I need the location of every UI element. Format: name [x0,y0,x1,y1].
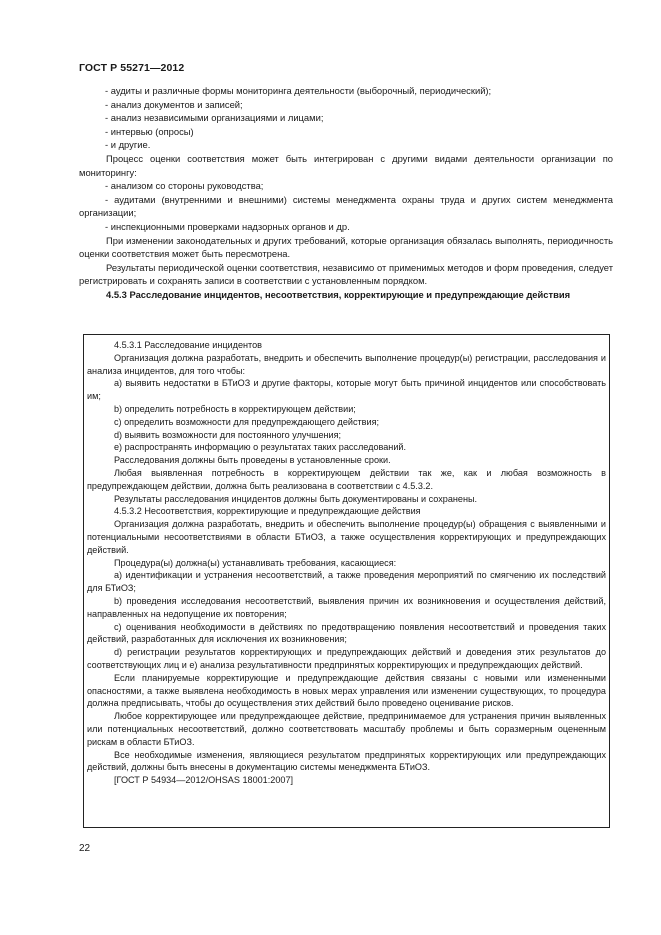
list-item: - интервью (опросы) [105,125,194,137]
box-paragraph: Организация должна разработать, внедрить и обеспечить выполнение процедур(ы) регистрации, расследования и анализа инцидентов, для того чтобы: [87,352,606,376]
paragraph-changes: При изменении законодательных и других требований, которые организация обязалась выполнять, периодичность оценки соответствия может быть пересмотрена. [79,234,613,260]
list-item: - аудитами (внутренними и внешними) системы менеджмента охраны труда и других систем менеджмента организации; [79,193,613,219]
list-item: a) идентификации и устранения несоответствий, а также проведения мероприятий по смягчению их последствий для БТиОЗ; [87,570,606,594]
list-item: - анализ документов и записей; [105,98,243,110]
source-reference: [ГОСТ Р 54934—2012/OHSAS 18001:2007] [114,775,294,786]
box-paragraph: Если планируемые корректирующие и предупреждающие действия связаны с новыми или измененными опасностями, а также выявлена необходимость в новых мерах управления или изменении существующих, то процедура должна предписывать, чтобы до осуществления этих действий было проведено оценивание рисков. [87,672,606,709]
subsection-heading: 4.5.3.1 Расследование инцидентов [114,340,262,350]
list-item: - инспекционными проверками надзорных органов и др. [105,220,350,232]
list-item: e) распространять информацию о результатах таких расследований. [114,442,407,453]
list-item: a) выявить недостатки в БТиОЗ и другие факторы, которые могут быть причиной инцидентов или способствовать им; [87,378,606,402]
box-paragraph: Процедура(ы) должна(ы) устанавливать требования, касающиеся: [114,557,397,568]
list-item: - анализом со стороны руководства; [105,180,264,192]
list-item: - анализ независимыми организациями и лицами; [105,112,324,124]
box-paragraph: Все необходимые изменения, являющиеся результатом предпринятых корректирующих или предупреждающих действий, должны быть внесены в документацию системы менеджмента БТиОЗ. [87,749,606,773]
body-text [79,84,613,302]
document-header: ГОСТ Р 55271—2012 [79,62,185,74]
quoted-standard-text [87,339,606,787]
paragraph-integration: Процесс оценки соответствия может быть интегрирован с другими видами деятельности организации по мониторингу: [79,152,613,178]
list-item: b) определить потребность в корректирующем действии; [114,403,356,414]
subsection-heading: 4.5.3.2 Несоответствия, корректирующие и предупреждающие действия [114,506,421,517]
box-paragraph: Расследования должны быть проведены в установленные сроки. [114,455,391,466]
list-item: - аудиты и различные формы мониторинга деятельности (выборочный, периодический); [105,85,492,96]
box-paragraph: Любое корректирующее или предупреждающее действие, предпринимаемое для устранения причин выявленных или потенциальных несоответствий, должно соответствовать масштабу проблемы и быть соразмерным оцененным рискам в области БТиОЗ. [87,711,606,747]
list-item: d) регистрации результатов корректирующих и предупреждающих действий и доведения этих результатов до соответствующих лиц и e) анализа результативности предпринятых корректирующих и предупреждающих действий. [87,647,606,670]
box-paragraph: Организация должна разработать, внедрить и обеспечить выполнение процедур(ы) обращения с выявленными и потенциальными несоответствиями в области БТиОЗ, а также осуществления корректирующих и предупреждающих действий. [87,519,606,555]
list-item: c) определить возможности для предупреждающего действия; [114,416,380,427]
list-item: - и другие. [105,139,151,151]
section-heading: 4.5.3 Расследование инцидентов, несоответствия, корректирующие и предупреждающие действия [106,288,571,300]
page-number: 22 [79,843,91,854]
list-item: b) проведения исследования несоответствий, выявления причин их возникновения и осуществления действий, направленных на недопущение их повторения; [87,595,606,619]
list-item: d) выявить возможности для постоянного улучшения; [114,429,342,440]
list-item: c) оценивания необходимости в действиях по предотвращению появления несоответствий и проведения таких действий, разработанных для исключения их возникновения; [87,621,606,645]
box-paragraph: Любая выявленная потребность в корректирующем действии так же, как и любая возможность в предупреждающем действии, должна быть реализована в соответствии с 4.5.3.2. [87,467,606,491]
paragraph-results: Результаты периодической оценки соответствия, независимо от применимых методов и форм проведения, следует регистрировать и сохранять записи в соответствии с установленным порядком. [79,261,613,287]
box-paragraph: Результаты расследования инцидентов должны быть документированы и сохранены. [114,493,478,504]
